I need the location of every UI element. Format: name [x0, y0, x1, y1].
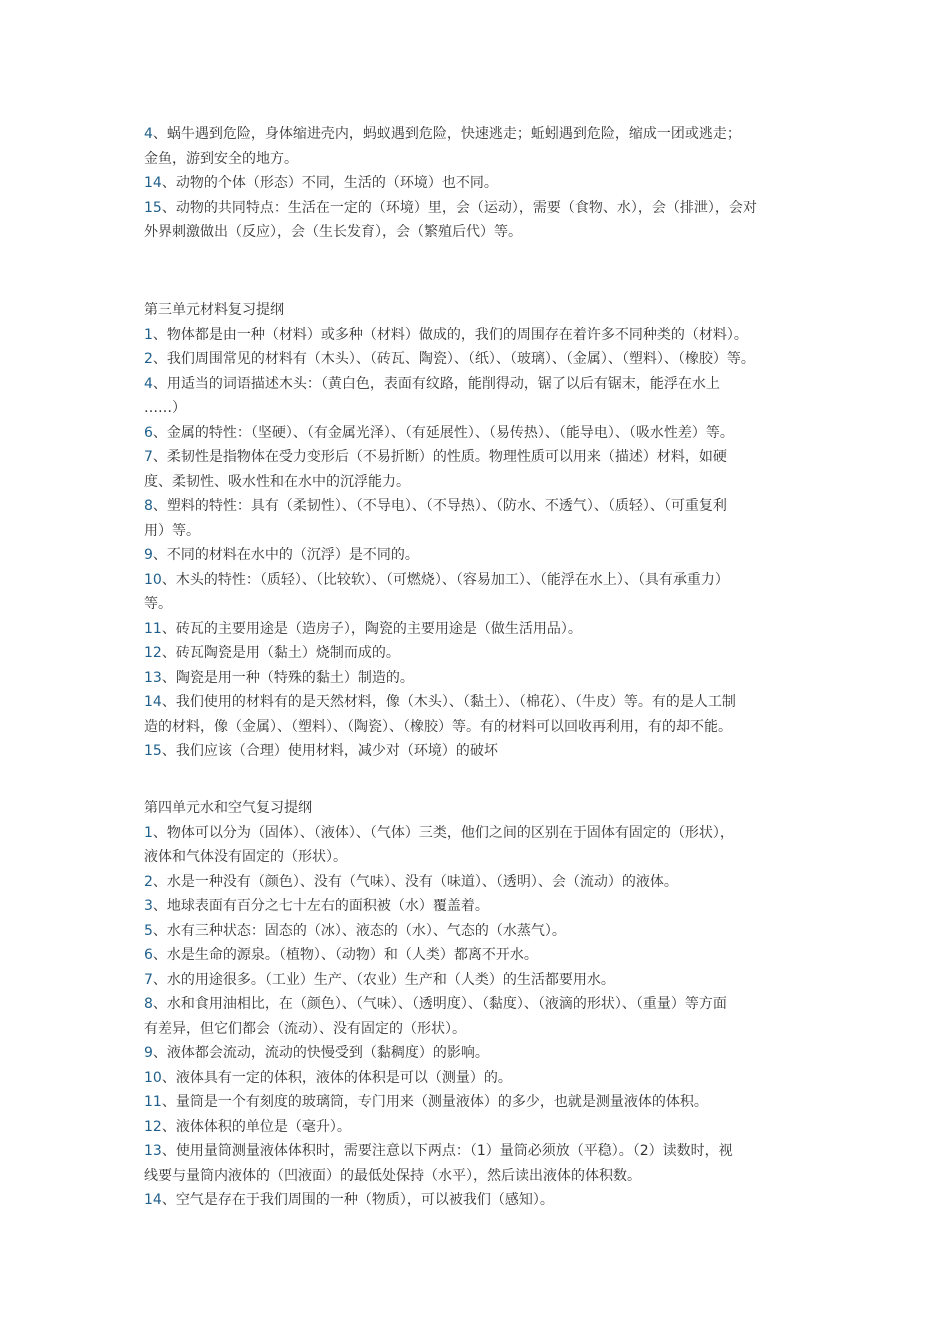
text-line: 8、塑料的特性：具有（柔韧性）、（不导电）、（不导热）、（防水、不透气）、（质轻）、（可重复利 — [144, 498, 727, 514]
text-line: 10、液体具有一定的体积，液体的体积是可以（测量）的。 — [144, 1069, 512, 1086]
item-number: 10 — [144, 571, 162, 588]
text-line: 2、我们周围常见的材料有（木头）、（砖瓦、陶瓷）、（纸）、（玻璃）、（金属）、（塑料）、（橡胶）等。 — [144, 351, 755, 367]
item-number: 6 — [144, 424, 153, 441]
text-line: 15、动物的共同特点：生活在一定的（环境）里，会（运动），需要（食物、水），会（排泄），会对 — [144, 199, 757, 216]
item-number: 7 — [144, 449, 153, 465]
text-line: 7、柔韧性是指物体在受力变形后（不易折断）的性质。物理性质可以用来（描述）材料，如硬 — [144, 449, 727, 465]
text-line: 8、水和食用油相比，在（颜色）、（气味）、（透明度）、（黏度）、（液滴的形状）、（重量）等方面 — [144, 996, 727, 1012]
text-line: 用）等。 — [144, 522, 200, 539]
item-number: 14 — [144, 175, 162, 191]
text-line: 9、不同的材料在水中的（沉浮）是不同的。 — [144, 547, 419, 563]
section-title: 第四单元水和空气复习提纲 — [144, 800, 312, 816]
item-number: 12 — [144, 645, 162, 661]
item-number: 14 — [144, 1192, 162, 1208]
text-line: 液体和气体没有固定的（形状）。 — [144, 849, 347, 865]
item-number: 12 — [144, 1118, 162, 1135]
text-line: 6、水是生命的源泉。（植物）、（动物）和（人类）都离不开水。 — [144, 947, 538, 963]
item-number: 4 — [144, 126, 153, 142]
text-line: 9、液体都会流动，流动的快慢受到（黏稠度）的影响。 — [144, 1045, 489, 1061]
section-unit3-materials-outline — [144, 298, 820, 764]
item-number: 9 — [144, 1045, 153, 1061]
text-line: 金鱼，游到安全的地方。 — [144, 150, 298, 167]
text-line: 15、我们应该（合理）使用材料，减少对（环境）的破坏 — [144, 743, 498, 759]
text-line: 有差异，但它们都会（流动）、没有固定的（形状）。 — [144, 1020, 466, 1037]
text-line: 造的材料，像（金属）、（塑料）、（陶瓷）、（橡胶）等。有的材料可以回收再利用，有的却不能。 — [144, 718, 732, 735]
item-number: 8 — [144, 498, 153, 514]
item-number: 14 — [144, 694, 162, 710]
text-line: 线要与量筒内液体的（凹液面）的最低处保持（水平），然后读出液体的体积数。 — [144, 1167, 641, 1184]
item-number: 11 — [144, 1094, 162, 1110]
item-number: 15 — [144, 743, 162, 759]
item-number: 13 — [144, 669, 162, 686]
item-number: 6 — [144, 947, 153, 963]
text-line: 3、地球表面有百分之七十左右的面积被（水）覆盖着。 — [144, 898, 489, 914]
text-line: 14、空气是存在于我们周围的一种（物质），可以被我们（感知）。 — [144, 1192, 554, 1208]
text-line: 5、水有三种状态：固态的（冰）、液态的（水）、气态的（水蒸气）。 — [144, 922, 566, 939]
text-line: 1、物体可以分为（固体）、（液体）、（气体）三类，他们之间的区别在于固体有固定的（形状）， — [144, 824, 734, 841]
item-number: 4 — [144, 375, 153, 392]
item-number: 1 — [144, 326, 153, 343]
text-line: 12、液体体积的单位是（毫升）。 — [144, 1118, 351, 1135]
text-line: 4、用适当的词语描述木头：（黄白色，表面有纹路，能削得动，锯了以后有锯末，能浮在水上 — [144, 375, 720, 392]
item-number: 13 — [144, 1143, 162, 1159]
item-number: 2 — [144, 873, 153, 890]
item-number: 1 — [144, 824, 153, 841]
item-number: 7 — [144, 971, 153, 988]
item-number: 8 — [144, 996, 153, 1012]
text-line: 外界刺激做出（反应），会（生长发育），会（繁殖后代）等。 — [144, 224, 522, 240]
text-line: ……） — [144, 400, 186, 416]
text-line: 14、动物的个体（形态）不同，生活的（环境）也不同。 — [144, 175, 498, 191]
text-line: 2、水是一种没有（颜色）、没有（气味）、没有（味道）、（透明）、会（流动）的液体。 — [144, 873, 678, 890]
item-number: 11 — [144, 620, 162, 637]
text-line: 13、陶瓷是用一种（特殊的黏土）制造的。 — [144, 669, 414, 686]
item-number: 15 — [144, 199, 162, 216]
section-title: 第三单元材料复习提纲 — [144, 302, 284, 318]
item-number: 10 — [144, 1069, 162, 1086]
item-number: 3 — [144, 898, 153, 914]
text-line: 10、木头的特性：（质轻）、（比较软）、（可燃烧）、（容易加工）、（能浮在水上）、（具有承重力） — [144, 571, 729, 588]
text-line: 等。 — [144, 596, 172, 612]
text-line: 12、砖瓦陶瓷是用（黏土）烧制而成的。 — [144, 645, 400, 661]
text-line: 6、金属的特性：（坚硬）、（有金属光泽）、（有延展性）、（易传热）、（能导电）、（吸水性差）等。 — [144, 424, 734, 441]
text-line: 1、物体都是由一种（材料）或多种（材料）做成的，我们的周围存在着许多不同种类的（材料）。 — [144, 326, 748, 343]
text-line: 11、量筒是一个有刻度的玻璃筒，专门用来（测量液体）的多少，也就是测量液体的体积。 — [144, 1094, 708, 1110]
item-number: 2 — [144, 351, 153, 367]
item-number: 5 — [144, 922, 153, 939]
section-unit4-water-air-outline — [144, 796, 820, 1213]
text-line: 4、蜗牛遇到危险，身体缩进壳内，蚂蚁遇到危险，快速逃走；蚯蚓遇到危险，缩成一团或逃走； — [144, 126, 741, 142]
text-line: 13、使用量筒测量液体体积时，需要注意以下两点：（1）量筒必须放（平稳）。（2）读数时，视 — [144, 1143, 733, 1159]
text-line: 11、砖瓦的主要用途是（造房子），陶瓷的主要用途是（做生活用品）。 — [144, 620, 582, 637]
item-number: 9 — [144, 547, 153, 563]
text-line: 14、我们使用的材料有的是天然材料，像（木头）、（黏土）、（棉花）、（牛皮）等。有的是人工制 — [144, 694, 736, 710]
section-animal-characteristics — [144, 122, 820, 245]
text-line: 7、水的用途很多。（工业）生产、（农业）生产和（人类）的生活都要用水。 — [144, 971, 615, 988]
text-line: 度、柔韧性、吸水性和在水中的沉浮能力。 — [144, 473, 410, 490]
